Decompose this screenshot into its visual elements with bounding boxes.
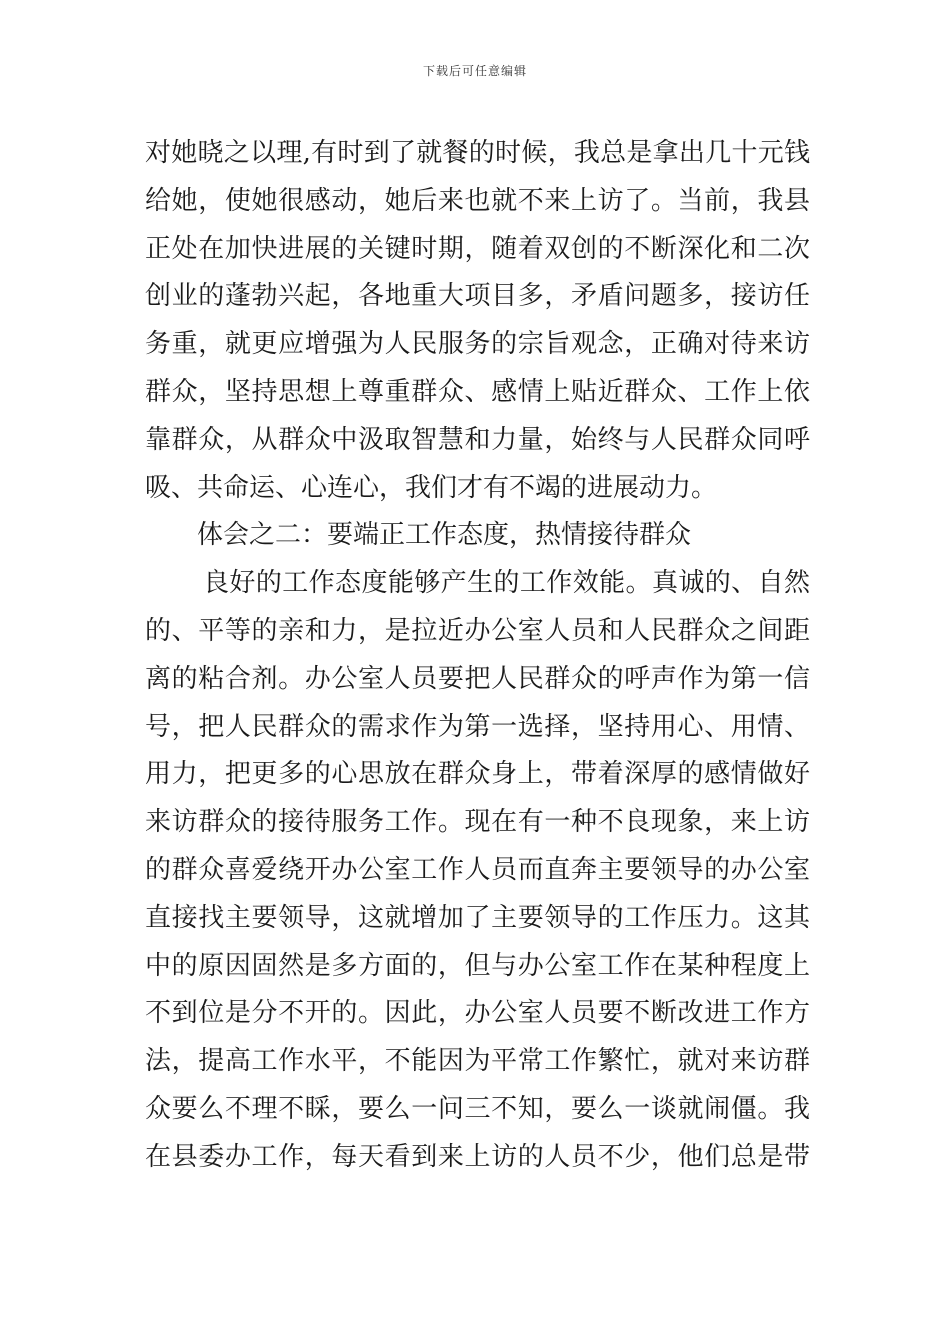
- paragraph-line: 不到位是分不开的。因此，办公室人员要不断改进工作方: [145, 998, 810, 1029]
- paragraph-line: 直接找主要领导，这就增加了主要领导的工作压力。这其: [145, 902, 810, 933]
- paragraph-line: 法，提高工作水平，不能因为平常工作繁忙，就对来访群: [145, 1046, 810, 1077]
- paragraph-line: 靠群众，从群众中汲取智慧和力量，始终与人民群众同呼: [145, 424, 810, 455]
- paragraph-line: 的群众喜爱绕开办公室工作人员而直奔主要领导的办公室: [145, 854, 810, 885]
- paragraph-line: 众要么不理不睬，要么一问三不知，要么一谈就闹僵。我: [145, 1093, 810, 1124]
- paragraph-2: [145, 560, 810, 1181]
- paragraph-line: 良好的工作态度能够产生的工作效能。真诚的、自然: [203, 568, 810, 599]
- paragraph-line: 的、平等的亲和力，是拉近办公室人员和人民群众之间距: [145, 615, 810, 646]
- paragraph-line: 离的粘合剂。办公室人员要把人民群众的呼声作为第一信: [145, 663, 810, 694]
- paragraph-line: 务重，就更应增强为人民服务的宗旨观念，正确对待来访: [145, 329, 810, 360]
- paragraph-line: 对她晓之以理,有时到了就餐的时候，我总是拿出几十元钱: [145, 138, 810, 168]
- paragraph-line: 号，把人民群众的需求作为第一选择，坚持用心、用情、: [145, 711, 810, 742]
- paragraph-line: 群众，坚持思想上尊重群众、感情上贴近群众、工作上依: [145, 376, 810, 407]
- paragraph-1: [145, 130, 810, 512]
- paragraph-line: 中的原因固然是多方面的，但与办公室工作在某种程度上: [145, 950, 810, 981]
- paragraph-line: 正处在加快进展的关键时期，随着双创的不断深化和二次: [145, 233, 810, 264]
- section-subheading: 体会之二：要端正工作态度，热情接待群众: [197, 520, 692, 551]
- paragraph-line: 给她，使她很感动，她后来也就不来上访了。当前，我县: [145, 185, 810, 216]
- paragraph-line: 在县委办工作，每天看到来上访的人员不少，他们总是带: [145, 1141, 810, 1172]
- paragraph-line: 吸、共命运、心连心，我们才有不竭的进展动力。: [145, 472, 718, 503]
- paragraph-line: 创业的蓬勃兴起，各地重大项目多，矛盾问题多，接访任: [145, 281, 810, 312]
- paragraph-line: 来访群众的接待服务工作。现在有一种不良现象，来上访: [145, 807, 810, 838]
- page-header: 下载后可任意编辑: [422, 64, 527, 78]
- document-body: [145, 130, 810, 1182]
- paragraph-line: 用力，把更多的心思放在群众身上，带着深厚的感情做好: [145, 759, 810, 790]
